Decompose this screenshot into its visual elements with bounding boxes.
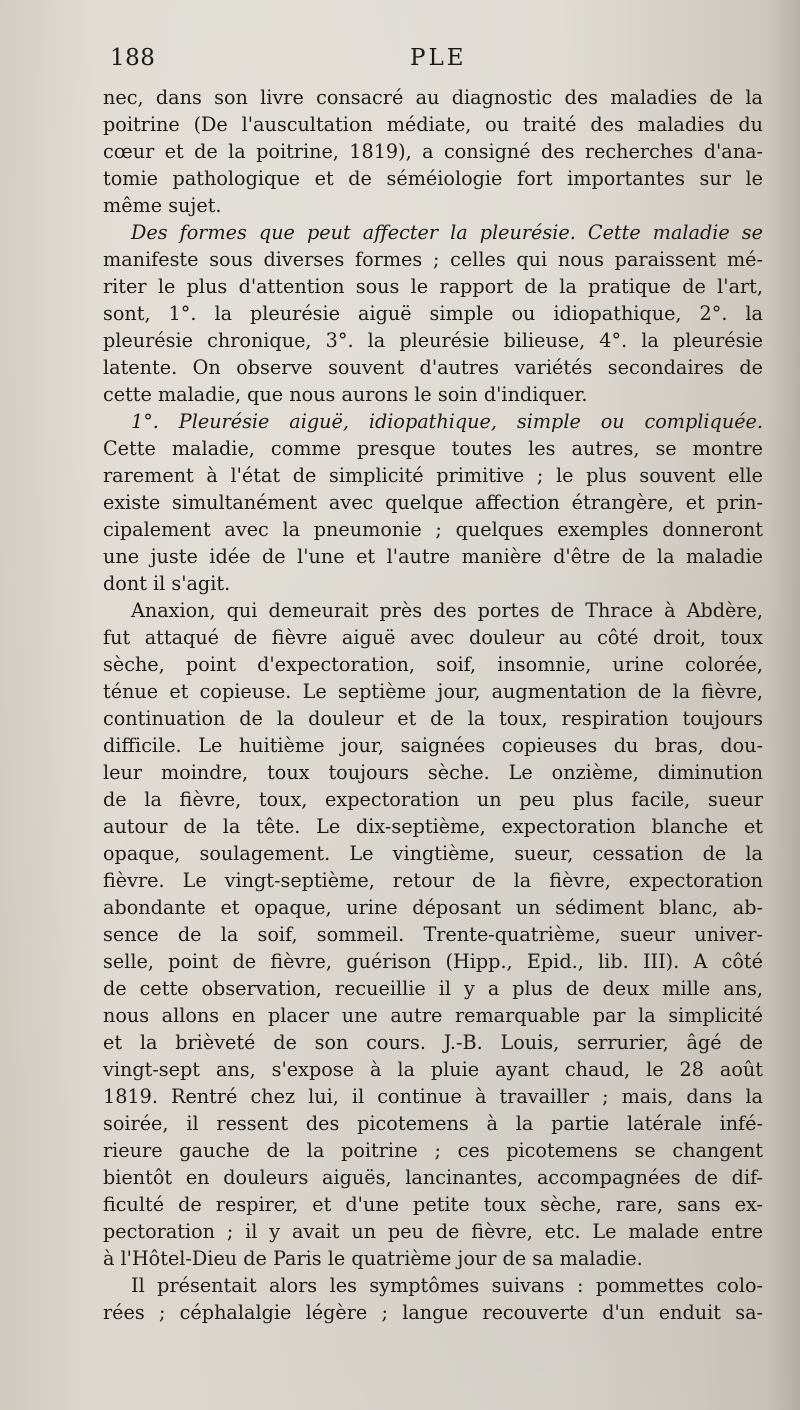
text-line: rées ; céphalalgie légère ; langue recouverte d'un enduit sa- [103,1301,763,1324]
text-line: rieure gauche de la poitrine ; ces picotemens se changent [103,1139,763,1162]
text-line: latente. On observe souvent d'autres variétés secondaires de [103,356,763,379]
text-line: autour de la tête. Le dix-septième, expectoration blanche et [103,815,763,838]
text-line: nous allons en placer une autre remarquable par la simplicité [103,1004,763,1027]
text-line: Anaxion, qui demeurait près des portes de Thrace à Abdère, [131,599,763,622]
text-line: sence de la soif, sommeil. Trente-quatrième, sueur univer- [103,923,763,946]
text-line: difficile. Le huitième jour, saignées copieuses du bras, dou- [103,734,763,757]
text-line: à l'Hôtel-Dieu de Paris le quatrième jour de sa maladie. [103,1247,643,1270]
text-line: de la fièvre, toux, expectoration un peu plus facile, sueur [103,788,763,811]
text-line: cipalement avec la pneumonie ; quelques exemples donneront [103,518,763,541]
text-line: sont, 1°. la pleurésie aiguë simple ou idiopathique, 2°. la [103,302,763,325]
running-head: PLE [410,45,467,71]
body-text [103,84,763,1326]
text-line: fièvre. Le vingt-septième, retour de la fièvre, expectoration [103,869,763,892]
text-line: vingt-sept ans, s'expose à la pluie ayant chaud, le 28 août [103,1058,763,1081]
text-line: 1819. Rentré chez lui, il continue à travailler ; mais, dans la [103,1085,763,1108]
text-line: riter le plus d'attention sous le rapport de la pratique de l'art, [103,275,763,298]
text-line: nec, dans son livre consacré au diagnostic des maladies de la [103,86,763,109]
text-line: ténue et copieuse. Le septième jour, augmentation de la fièvre, [103,680,763,703]
page-number: 188 [110,45,156,71]
text-line: Il présentait alors les symptômes suivans : pommettes colo- [131,1274,763,1297]
page-edge-shadow [766,0,800,1410]
text-line: de cette observation, recueillie il y a plus de deux mille ans, [103,977,763,1000]
text-line: continuation de la douleur et de la toux, respiration toujours [103,707,763,730]
text-line: même sujet. [103,194,222,217]
text-line: cœur et de la poitrine, 1819), a consigné des recherches d'ana- [103,140,763,163]
text-line: abondante et opaque, urine déposant un sédiment blanc, ab- [103,896,763,919]
text-line: bientôt en douleurs aiguës, lancinantes, accompagnées de dif- [103,1166,763,1189]
text-line: une juste idée de l'une et l'autre manière d'être de la maladie [103,545,763,568]
text-line: pectoration ; il y avait un peu de fièvre, etc. Le malade entre [103,1220,763,1243]
text-line: existe simultanément avec quelque affection étrangère, et prin- [103,491,763,514]
text-line: ficulté de respirer, et d'une petite toux sèche, rare, sans ex- [103,1193,763,1216]
text-line: rarement à l'état de simplicité primitive ; le plus souvent elle [103,464,763,487]
text-line: selle, point de fièvre, guérison (Hipp., Epid., lib. III). A côté [103,950,763,973]
page-header [110,45,760,79]
text-line: dont il s'agit. [103,572,231,595]
text-line: soirée, il ressent des picotemens à la partie latérale infé- [103,1112,763,1135]
text-line: sèche, point d'expectoration, soif, insomnie, urine colorée, [103,653,763,676]
text-line: et la brièveté de son cours. J.-B. Louis, serrurier, âgé de [103,1031,763,1054]
text-line: manifeste sous diverses formes ; celles qui nous paraissent mé- [103,248,763,271]
subsection-heading-line: 1°. Pleurésie aiguë, idiopathique, simple ou compliquée. [131,410,763,433]
section-heading-line: Des formes que peut affecter la pleurésie. Cette maladie se [131,221,763,244]
text-line: pleurésie chronique, 3°. la pleurésie bilieuse, 4°. la pleurésie [103,329,763,352]
text-line: tomie pathologique et de séméiologie fort importantes sur le [103,167,763,190]
text-line: fut attaqué de fièvre aiguë avec douleur au côté droit, toux [103,626,763,649]
text-line: poitrine (De l'auscultation médiate, ou traité des maladies du [103,113,763,136]
text-line: cette maladie, que nous aurons le soin d'indiquer. [103,383,588,406]
text-line: leur moindre, toux toujours sèche. Le onzième, diminution [103,761,763,784]
text-line: opaque, soulagement. Le vingtième, sueur, cessation de la [103,842,763,865]
text-line: Cette maladie, comme presque toutes les autres, se montre [103,437,763,460]
